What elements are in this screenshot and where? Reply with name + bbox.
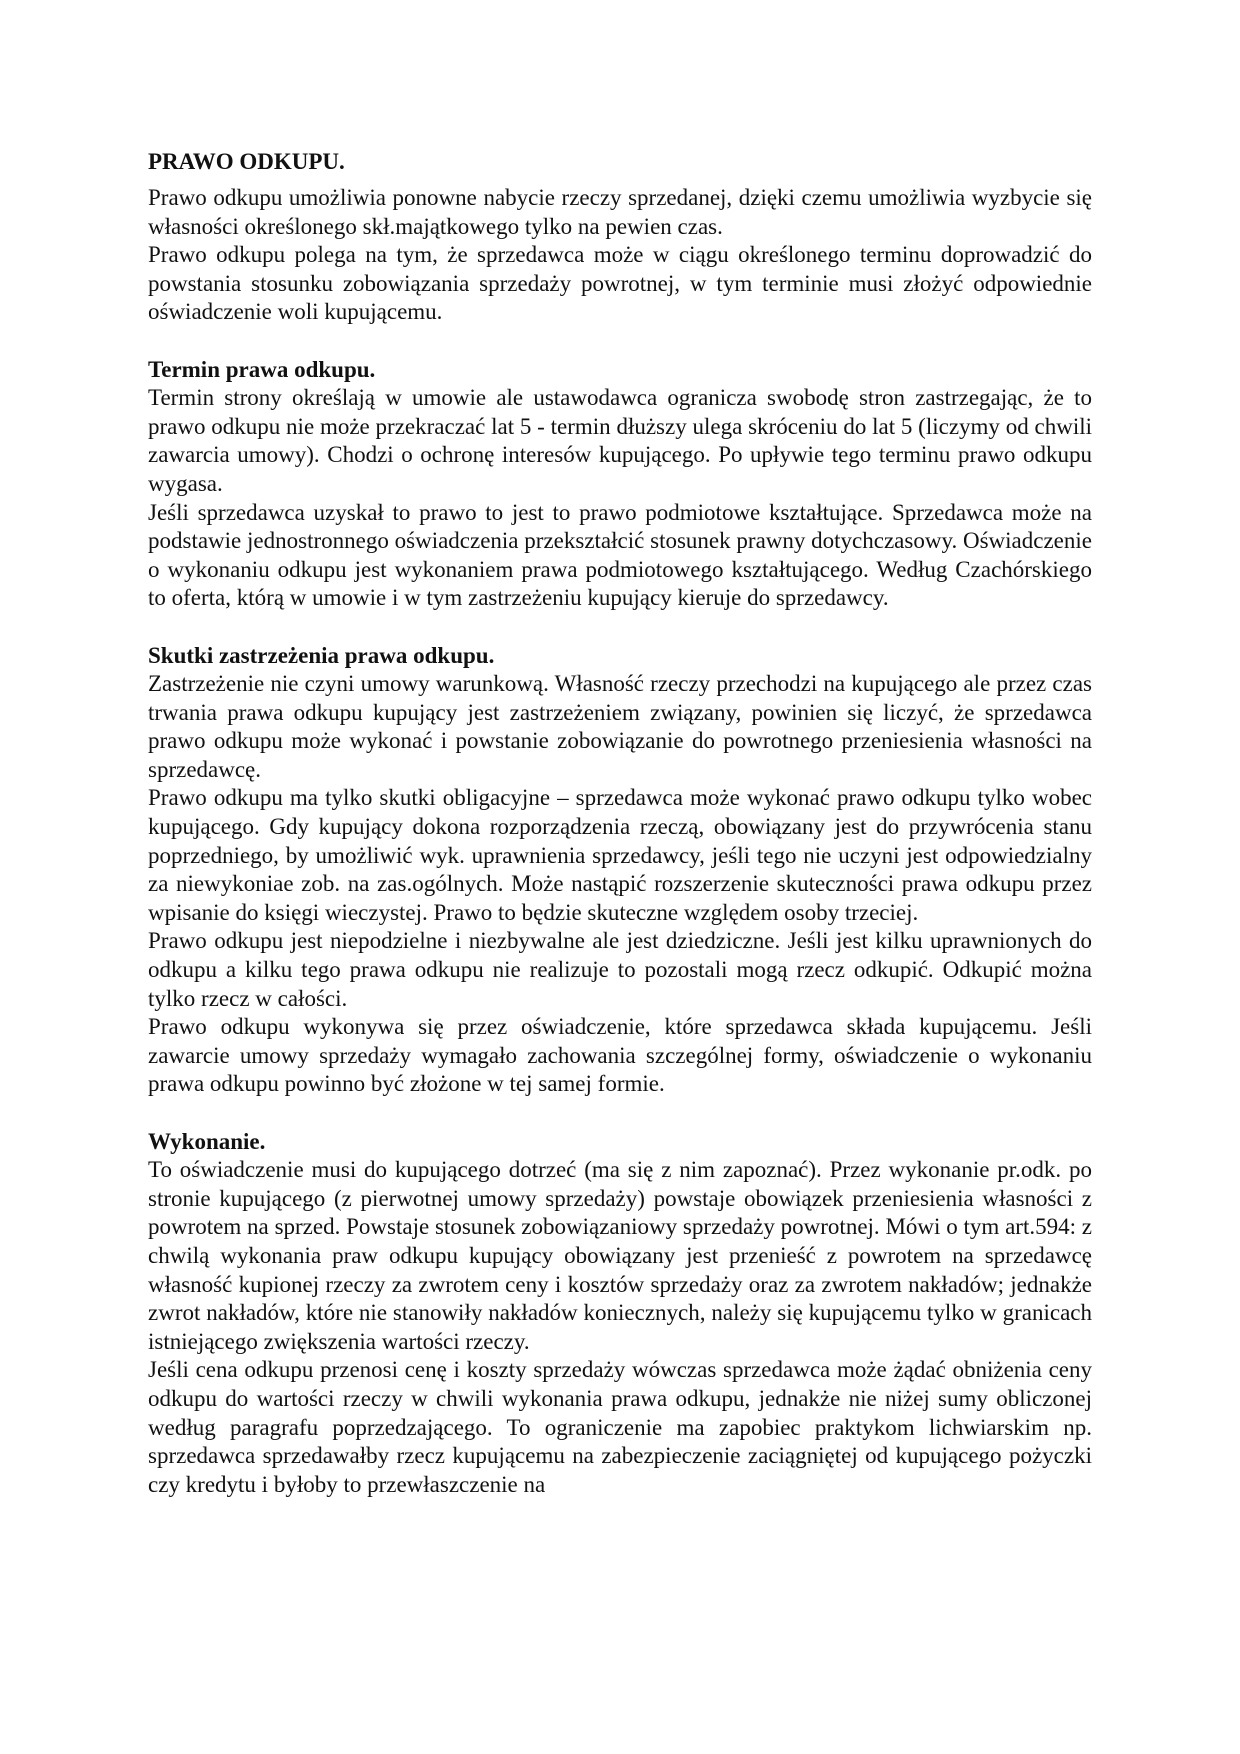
section-paragraph: Prawo odkupu jest niepodzielne i niezbywalne ale jest dziedziczne. Jeśli jest kilku uprawnionych do odkupu a kilku tego prawa odkupu nie realizuje to pozostali mogą rzecz odkupić. Odkupić można tylko rzecz w całości. <box>148 928 1092 1011</box>
document-title: PRAWO ODKUPU. <box>148 149 345 174</box>
section-heading: Skutki zastrzeżenia prawa odkupu. <box>148 642 495 668</box>
section-paragraph: Jeśli cena odkupu przenosi cenę i koszty sprzedaży wówczas sprzedawca może żądać obniżenia ceny odkupu do wartości rzeczy w chwili wykonania prawa odkupu, jednakże nie niżej sumy obliczonej według paragrafu poprzedzającego. To ograniczenie ma zapobiec praktykom lichwiarskim np. sprzedawca sprzedawałby rzecz kupującemu na zabezpieczenie zaciągniętej od kupującego pożyczki czy kredytu i byłoby to przewłaszczenie na <box>148 1357 1092 1497</box>
section-heading: Wykonanie. <box>148 1128 266 1154</box>
section-skutki <box>148 642 1092 1100</box>
section-termin <box>148 356 1092 613</box>
section-paragraph: Zastrzeżenie nie czyni umowy warunkową. Własność rzeczy przechodzi na kupującego ale przez czas trwania prawa odkupu kupujący jest zastrzeżeniem związany, powinien się liczyć, że sprzedawca prawo odkupu może wykonać i powstanie zobowiązanie do powrotnego przeniesienia własności na sprzedawcę. <box>148 671 1092 782</box>
document-page <box>148 148 1092 1499</box>
section-paragraph: Prawo odkupu wykonywa się przez oświadczenie, które sprzedawca składa kupującemu. Jeśli zawarcie umowy sprzedaży wymagało zachowania szczególnej formy, oświadczenie o wykonaniu prawa odkupu powinno być złożone w tej samej formie. <box>148 1014 1092 1097</box>
section-heading: Termin prawa odkupu. <box>148 356 376 382</box>
section-paragraph: Jeśli sprzedawca uzyskał to prawo to jest to prawo podmiotowe kształtujące. Sprzedawca może na podstawie jednostronnego oświadczenia przekształcić stosunek prawny dotychczasowy. Oświadczenie o wykonaniu odkupu jest wykonaniem prawa podmiotowego kształtującego. Według Czachórskiego to oferta, którą w umowie i w tym zastrzeżeniu kupujący kieruje do sprzedawcy. <box>148 499 1092 611</box>
section-wykonanie <box>148 1128 1092 1500</box>
intro-paragraph-1: Prawo odkupu umożliwia ponowne nabycie rzeczy sprzedanej, dzięki czemu umożliwia wyzbycie się własności określonego skł.majątkowego tylko na pewien czas. <box>148 185 1092 239</box>
section-gap <box>148 613 1092 642</box>
intro-paragraph-2: Prawo odkupu polega na tym, że sprzedawca może w ciągu określonego terminu doprowadzić do powstania stosunku zobowiązania sprzedaży powrotnej, w tym terminie musi złożyć odpowiednie oświadczenie woli kupującemu. <box>148 242 1092 325</box>
section-gap <box>148 327 1092 356</box>
section-gap <box>148 1099 1092 1128</box>
section-paragraph: Prawo odkupu ma tylko skutki obligacyjne – sprzedawca może wykonać prawo odkupu tylko wobec kupującego. Gdy kupujący dokona rozporządzenia rzeczą, obowiązany jest do przywrócenia stanu poprzedniego, by umożliwić wyk. uprawnienia sprzedawcy, jeśli tego nie uczyni jest odpowiedzialny za niewykoniae zob. na zas.ogólnych. Może nastąpić rozszerzenie skuteczności prawa odkupu przez wpisanie do księgi wieczystej. Prawo to będzie skuteczne względem osoby trzeciej. <box>148 785 1092 925</box>
section-paragraph: To oświadczenie musi do kupującego dotrzeć (ma się z nim zapoznać). Przez wykonanie pr.odk. po stronie kupującego (z pierwotnej umowy sprzedaży) powstaje obowiązek przeniesienia własności z powrotem na sprzed. Powstaje stosunek zobowiązaniowy sprzedaży powrotnej. Mówi o tym art.594: z chwilą wykonania praw odkupu kupujący obowiązany jest przenieść z powrotem na sprzedawcę własność kupionej rzeczy za zwrotem ceny i kosztów sprzedaży oraz za zwrotem nakładów; jednakże zwrot nakładów, które nie stanowiły nakładów koniecznych, należy się kupującemu tylko w granicach istniejącego zwiększenia wartości rzeczy. <box>148 1157 1092 1354</box>
section-paragraph: Termin strony określają w umowie ale ustawodawca ogranicza swobodę stron zastrzegając, że to prawo odkupu nie może przekraczać lat 5 - termin dłuższy ulega skróceniu do lat 5 (liczymy od chwili zawarcia umowy). Chodzi o ochronę interesów kupującego. Po upływie tego terminu prawo odkupu wygasa. <box>148 385 1092 496</box>
